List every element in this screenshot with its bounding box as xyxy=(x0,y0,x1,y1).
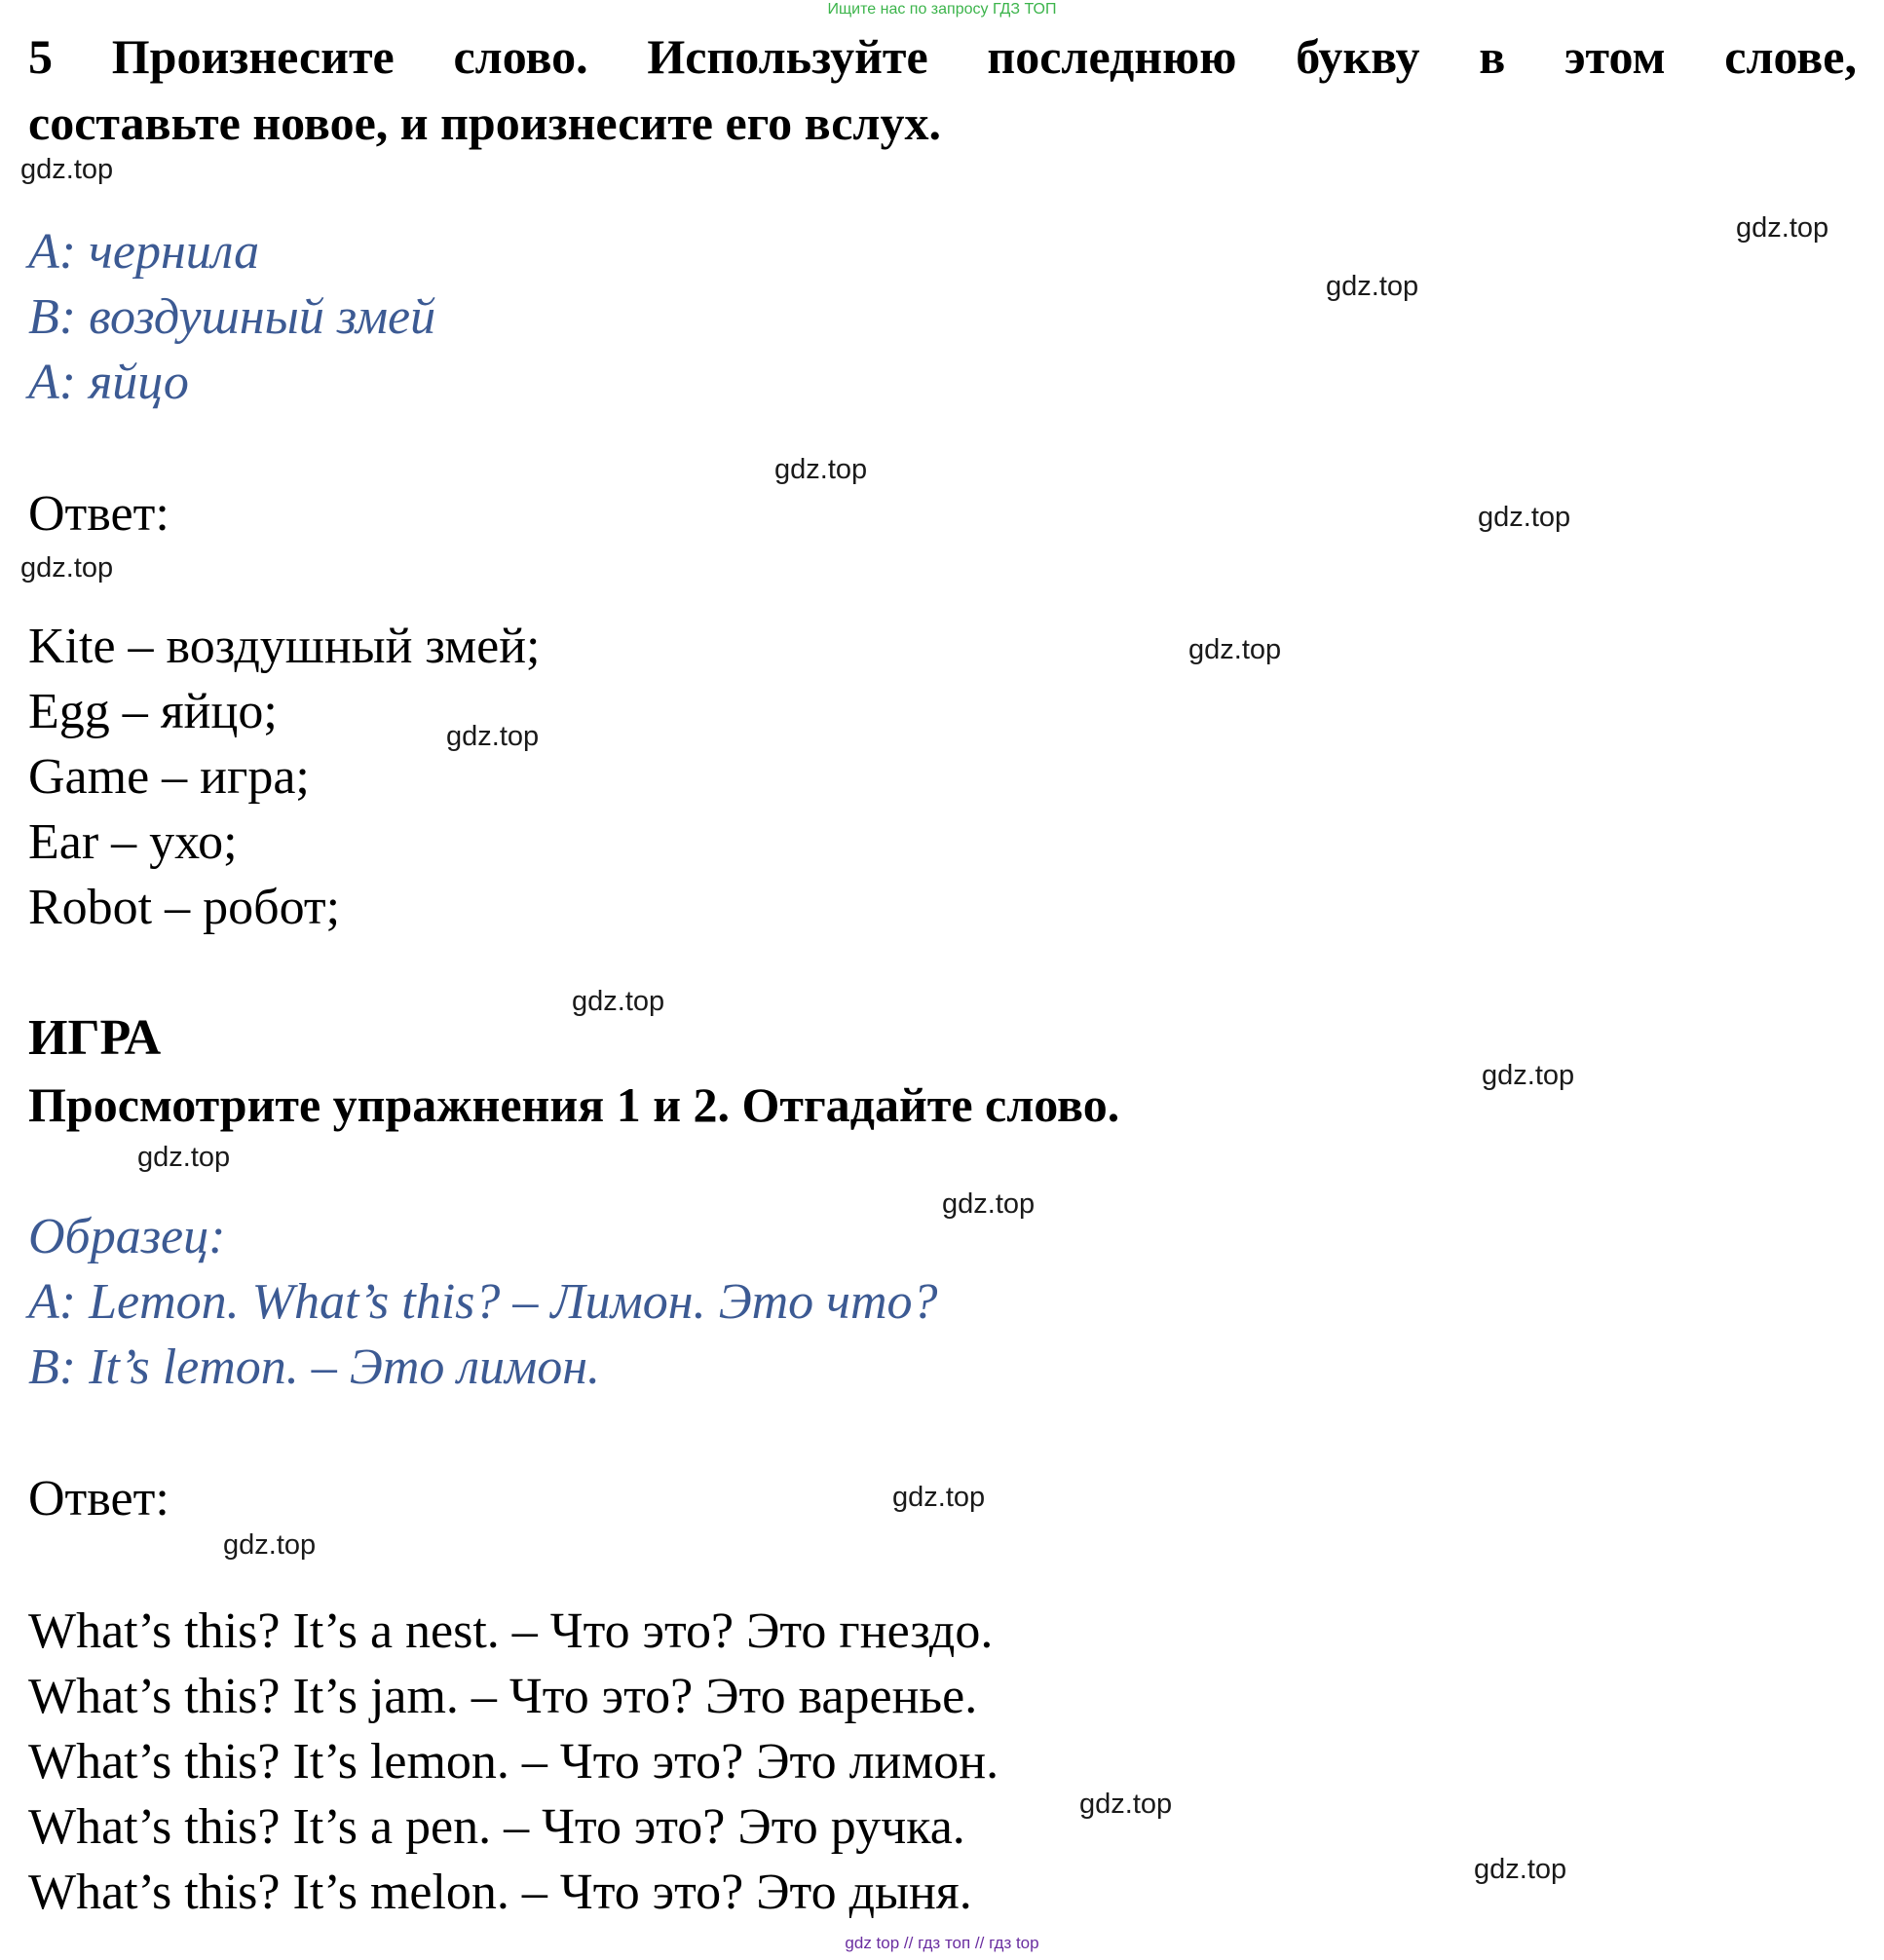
watermark: gdz.top xyxy=(572,986,665,1017)
answer-line: What’s this? It’s a pen. – Что это? Это ручка. xyxy=(28,1799,965,1855)
watermark: gdz.top xyxy=(446,721,540,752)
answer-line: What’s this? It’s melon. – Что это? Это дыня. xyxy=(28,1865,972,1920)
task-title-line-2: составьте новое, и произнесите его вслух. xyxy=(28,95,941,150)
example-line-b: B: воздушный змей xyxy=(28,289,436,345)
watermark: gdz.top xyxy=(137,1142,231,1173)
watermark: gdz.top xyxy=(1474,1854,1567,1885)
answer-line: Egg – яйцо; xyxy=(28,684,278,739)
watermark: gdz.top xyxy=(20,552,114,584)
example-line-a1: A: чернила xyxy=(28,224,260,280)
watermark: gdz.top xyxy=(942,1188,1036,1220)
answer-line: What’s this? It’s a nest. – Что это? Это гнездо. xyxy=(28,1603,994,1659)
sample-label: Образец: xyxy=(28,1209,226,1264)
example-line-a2: A: яйцо xyxy=(28,355,189,410)
task-title-line-1: 5 Произнесите слово. Используйте последнюю букву в этом слове, xyxy=(28,29,1857,84)
answer-line: Robot – робот; xyxy=(28,880,341,935)
watermark: gdz.top xyxy=(1188,634,1282,665)
game-heading: ИГРА xyxy=(28,1010,162,1066)
watermark: gdz.top xyxy=(892,1482,986,1513)
answer-line: Game – игра; xyxy=(28,749,310,805)
sample-line-b: B: It’s lemon. – Это лимон. xyxy=(28,1339,601,1395)
watermark: gdz.top xyxy=(1478,502,1571,533)
sample-line-b-wrapper xyxy=(28,1335,600,1400)
watermark: gdz.top xyxy=(1326,271,1419,302)
answer-line: What’s this? It’s lemon. – Что это? Это лимон. xyxy=(28,1734,999,1790)
watermark: gdz.top xyxy=(1736,212,1829,244)
watermark: gdz.top xyxy=(20,154,114,185)
footer: gdz top // гдз топ // гдз top xyxy=(845,1934,1039,1952)
sample-line-a: A: Lemon. What’s this? – Лимон. Это что? xyxy=(28,1274,938,1330)
top-banner: Ищите нас по запросу ГДЗ ТОП xyxy=(827,1,1057,18)
answer-line: Kite – воздушный змей; xyxy=(28,619,541,674)
watermark: gdz.top xyxy=(1482,1060,1575,1091)
answer-label: Ответ: xyxy=(28,486,170,542)
answer-label: Ответ: xyxy=(28,1471,170,1527)
watermark: gdz.top xyxy=(1079,1789,1173,1820)
watermark: gdz.top xyxy=(223,1529,317,1561)
answer-line: What’s this? It’s jam. – Что это? Это варенье. xyxy=(28,1669,978,1724)
watermark: gdz.top xyxy=(774,454,868,485)
answer-line: Ear – ухо; xyxy=(28,814,238,870)
game-instruction: Просмотрите упражнения 1 и 2. Отгадайте слово. xyxy=(28,1077,1120,1132)
task-title xyxy=(28,23,1857,156)
